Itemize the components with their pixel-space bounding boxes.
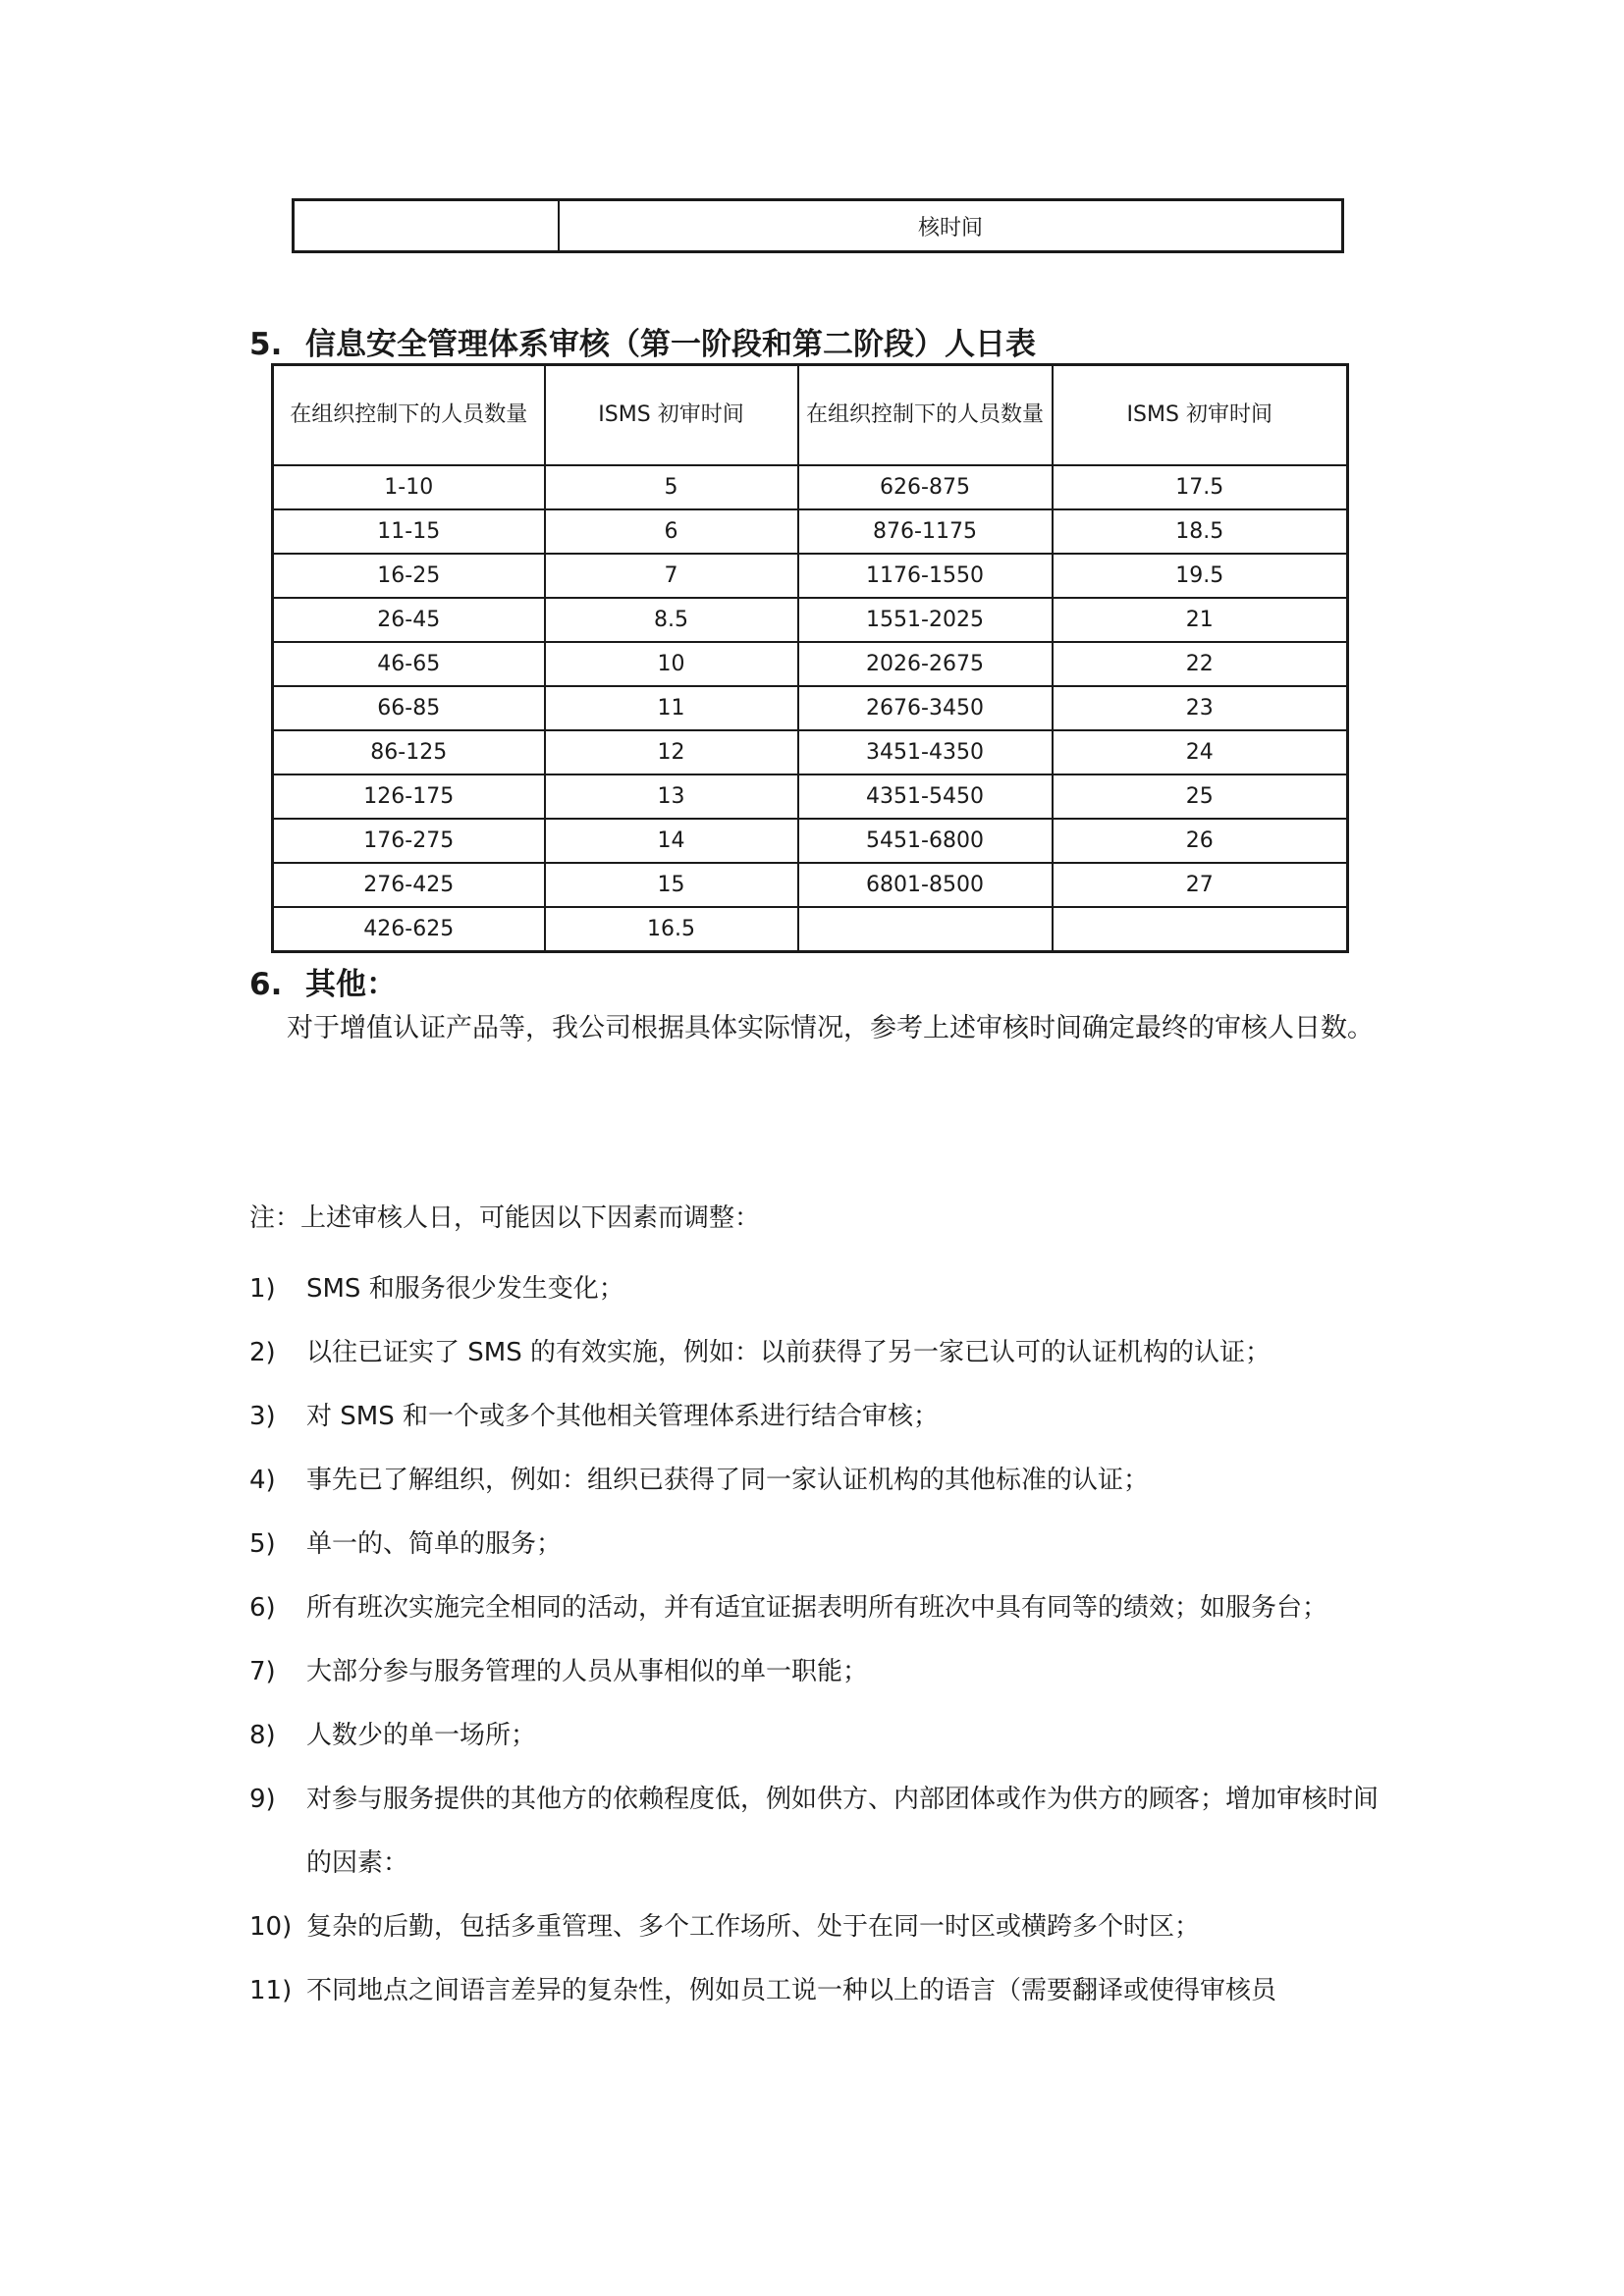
- table-cell: 26-45: [273, 598, 545, 642]
- table-cell: 8.5: [545, 598, 798, 642]
- list-item-text: 单一的、简单的服务；: [306, 1529, 563, 1559]
- header-cell: ISMS 初审时间: [545, 365, 798, 466]
- list-item: [249, 1704, 1398, 1768]
- table-cell: 24: [1053, 730, 1348, 774]
- table-cell: 626-875: [798, 465, 1053, 509]
- table-cell: 2676-3450: [798, 686, 1053, 730]
- list-item-text: 所有班次实施完全相同的活动，并有适宜证据表明所有班次中具有同等的绩效；如服务台；: [306, 1593, 1328, 1623]
- table-cell: 26: [1053, 819, 1348, 863]
- table-cell: 25: [1053, 774, 1348, 819]
- table-row: [273, 730, 1348, 774]
- table-cell: [1053, 907, 1348, 952]
- audit-days-table: [271, 363, 1349, 953]
- list-item: [249, 1257, 1398, 1321]
- adjustment-note: 注：上述审核人日，可能因以下因素而调整：: [249, 1203, 761, 1233]
- list-item-number: 9): [249, 1785, 276, 1814]
- table-row: [273, 774, 1348, 819]
- list-item: [249, 1513, 1398, 1576]
- header-cell: ISMS 初审时间: [1053, 365, 1348, 466]
- list-item-number: 5): [249, 1529, 276, 1559]
- table-cell: 126-175: [273, 774, 545, 819]
- table-cell: 276-425: [273, 863, 545, 907]
- table-cell: 426-625: [273, 907, 545, 952]
- table-cell: 876-1175: [798, 509, 1053, 554]
- list-item-number: 1): [249, 1274, 276, 1304]
- list-item-text: SMS 和服务很少发生变化；: [306, 1274, 624, 1304]
- table-row: [273, 509, 1348, 554]
- list-item-number: 8): [249, 1721, 276, 1750]
- table-header-row: [273, 365, 1348, 466]
- table-cell: 7: [545, 554, 798, 598]
- list-item-number: 4): [249, 1466, 276, 1495]
- section-title: 信息安全管理体系审核（第一阶段和第二阶段）人日表: [305, 327, 1036, 362]
- list-item-number: 2): [249, 1338, 276, 1367]
- table-cell: 21: [1053, 598, 1348, 642]
- table-cell: 16-25: [273, 554, 545, 598]
- section-number: 6.: [249, 967, 283, 1002]
- table-cell: 4351-5450: [798, 774, 1053, 819]
- list-item-text: 事先已了解组织，例如：组织已获得了同一家认证机构的其他标准的认证；: [306, 1466, 1150, 1495]
- list-item: [249, 1959, 1398, 2023]
- section-number: 5.: [249, 327, 283, 362]
- table-cell: 46-65: [273, 642, 545, 686]
- list-item-number: 3): [249, 1402, 276, 1431]
- list-item-text: 不同地点之间语言差异的复杂性，例如员工说一种以上的语言（需要翻译或使得审核员: [306, 1976, 1277, 2005]
- list-item: [249, 1449, 1398, 1513]
- table-row: [273, 642, 1348, 686]
- table-row: [273, 598, 1348, 642]
- table-row: [273, 465, 1348, 509]
- table-cell: 13: [545, 774, 798, 819]
- table-row: [273, 686, 1348, 730]
- table-cell: 12: [545, 730, 798, 774]
- list-item: [249, 1321, 1398, 1385]
- table-cell: 11: [545, 686, 798, 730]
- table-cell: 3451-4350: [798, 730, 1053, 774]
- table-row: [273, 907, 1348, 952]
- table-cell: 核时间: [917, 215, 983, 240]
- table-cell: 1176-1550: [798, 554, 1053, 598]
- list-item-number: 11): [249, 1976, 293, 2005]
- table-cell: 5451-6800: [798, 819, 1053, 863]
- table-cell: 19.5: [1053, 554, 1348, 598]
- list-item-number: 7): [249, 1657, 276, 1686]
- table-row: [273, 863, 1348, 907]
- list-item: [249, 1896, 1398, 1959]
- list-item: [249, 1576, 1398, 1640]
- table-cell: 6: [545, 509, 798, 554]
- table-cell: 23: [1053, 686, 1348, 730]
- list-item: [249, 1385, 1398, 1449]
- table-cell: 18.5: [1053, 509, 1348, 554]
- previous-table-fragment: [292, 198, 1344, 253]
- header-cell: 在组织控制下的人员数量: [798, 365, 1053, 466]
- table-cell: 14: [545, 819, 798, 863]
- list-item-text: 以往已证实了 SMS 的有效实施，例如：以前获得了另一家已认可的认证机构的认证；: [306, 1338, 1271, 1367]
- table-cell: 176-275: [273, 819, 545, 863]
- list-item-text: 人数少的单一场所；: [306, 1721, 537, 1750]
- table-cell: 2026-2675: [798, 642, 1053, 686]
- table-row: [273, 819, 1348, 863]
- list-item: [249, 1640, 1398, 1704]
- table-row: [273, 554, 1348, 598]
- table-cell: 15: [545, 863, 798, 907]
- list-item-text: 大部分参与服务管理的人员从事相似的单一职能；: [306, 1657, 869, 1686]
- section-6-paragraph: 对于增值认证产品等，我公司根据具体实际情况，参考上述审核时间确定最终的审核人日数。: [287, 1013, 1374, 1043]
- section-5-heading: [249, 319, 1036, 363]
- adjustment-factor-list: [249, 1257, 1398, 2023]
- list-item-text: 复杂的后勤，包括多重管理、多个工作场所、处于在同一时区或横跨多个时区；: [306, 1912, 1201, 1942]
- list-item-number: 6): [249, 1593, 276, 1623]
- list-item: [249, 1768, 1398, 1896]
- table-cell: 5: [545, 465, 798, 509]
- section-title: 其他：: [305, 967, 397, 1002]
- table-cell: 17.5: [1053, 465, 1348, 509]
- empty-cell: [295, 201, 560, 250]
- list-item-text: 对 SMS 和一个或多个其他相关管理体系进行结合审核；: [306, 1402, 939, 1431]
- table-cell: [798, 907, 1053, 952]
- table-cell: 6801-8500: [798, 863, 1053, 907]
- table-cell: 66-85: [273, 686, 545, 730]
- list-item-text: 对参与服务提供的其他方的依赖程度低，例如供方、内部团体或作为供方的顾客；增加审核时间的因素：: [306, 1785, 1380, 1878]
- header-cell: 在组织控制下的人员数量: [273, 365, 545, 466]
- table-cell: 86-125: [273, 730, 545, 774]
- list-item-number: 10): [249, 1912, 293, 1942]
- table-cell: 1551-2025: [798, 598, 1053, 642]
- table-cell: 22: [1053, 642, 1348, 686]
- table-body: [273, 465, 1348, 952]
- table-cell: 10: [545, 642, 798, 686]
- table-cell: 11-15: [273, 509, 545, 554]
- table-cell: 16.5: [545, 907, 798, 952]
- table-cell: 27: [1053, 863, 1348, 907]
- table-cell: 1-10: [273, 465, 545, 509]
